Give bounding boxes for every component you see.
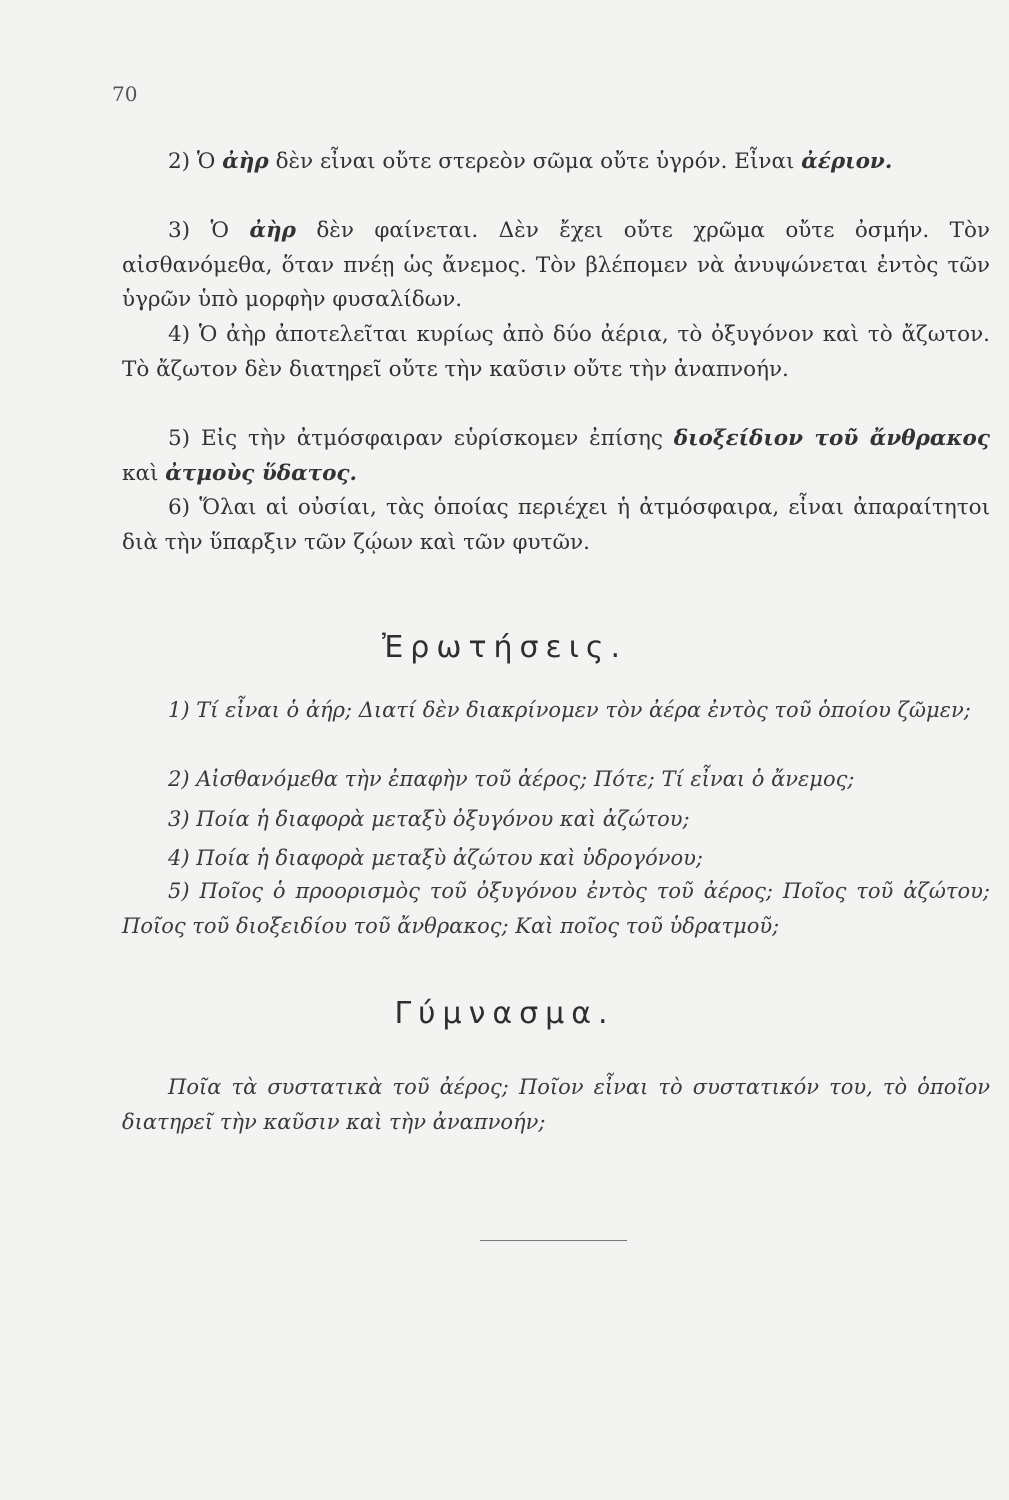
paragraph-4: 4) Ὁ ἀὴρ ἀποτελεῖται κυρίως ἀπὸ δύο ἀέρια, τὸ ὀξυγόνον καὶ τὸ ἄζωτον. Τὸ ἄζωτον δὲν διατηρεῖ οὔτε τὴν καῦσιν οὔτε τὴν ἀναπνοήν. <box>122 322 990 382</box>
questions-heading: Ἐρωτήσεις. <box>381 630 628 665</box>
question-4: 4) Ποία ἡ διαφορὰ μεταξὺ ἀζώτου καὶ ὑδρογόνου; <box>168 846 703 870</box>
paragraph-number: 6) <box>168 495 191 520</box>
exercise-text: Ποῖα τὰ συστατικὰ τοῦ ἀέρος; Ποῖον εἶναι τὸ συστατικόν του, τὸ ὁποῖον διατηρεῖ τὴν καῦσιν καὶ τὴν ἀναπνοήν; <box>122 1075 990 1134</box>
paragraph-number: 3) <box>168 218 191 243</box>
paragraph-3: 3) Ὁ ἀὴρ δὲν φαίνεται. Δὲν ἔχει οὔτε χρῶμα οὔτε ὀσμήν. Τὸν αἰσθανόμεθα, ὅταν πνέῃ ὡς ἄνεμος. Τὸν βλέπομεν νὰ ἀνυψώνεται ἐντὸς τῶν ὑγρῶν ὑπὸ μορφὴν φυσαλίδων. <box>122 218 990 312</box>
paragraph-number: 5) <box>168 426 191 451</box>
exercise-heading: Γύμνασμα. <box>394 996 615 1031</box>
emphasis-term: ἀὴρ <box>222 149 269 174</box>
divider-rule <box>480 1240 627 1241</box>
question-5: 5) Ποῖος ὁ προορισμὸς τοῦ ὀξυγόνου ἐντὸς τοῦ ἀέρος; Ποῖος τοῦ ἀζώτου; Ποῖος τοῦ διοξειδίου τοῦ ἄνθρακος; Καὶ ποῖος τοῦ ὑδρατμοῦ; <box>122 879 990 938</box>
emphasis-term: ἀτμοὺς ὕδατος. <box>165 460 358 486</box>
page-number: 70 <box>112 82 138 106</box>
paragraph-2: 2) Ὁ ἀὴρ δὲν εἶναι οὔτε στερεὸν σῶμα οὔτε ὑγρόν. Εἶναι ἀέριον. <box>168 149 893 174</box>
paragraph-number: 4) <box>168 322 191 347</box>
question-2: 2) Αἰσθανόμεθα τὴν ἐπαφὴν τοῦ ἀέρος; Πότε; Τί εἶναι ὁ ἄνεμος; <box>168 767 855 791</box>
question-1: 1) Τί εἶναι ὁ ἀήρ; Διατί δὲν διακρίνομεν τὸν ἀέρα ἐντὸς τοῦ ὁποίου ζῶμεν; <box>168 698 971 722</box>
paragraph-6: 6) Ὅλαι αἱ οὐσίαι, τὰς ὁποίας περιέχει ἡ ἀτμόσφαιρα, εἶναι ἀπαραίτητοι διὰ τὴν ὕπαρξιν τῶν ζῴων καὶ τῶν φυτῶν. <box>122 495 990 555</box>
emphasis-term: ἀὴρ <box>249 218 296 243</box>
emphasis-term: ἀέριον. <box>801 149 893 174</box>
paragraph-number: 2) <box>168 149 191 174</box>
question-3: 3) Ποία ἡ διαφορὰ μεταξὺ ὀξυγόνου καὶ ἀζώτου; <box>168 807 690 831</box>
emphasis-term: διοξείδιον τοῦ ἄνθρακος <box>673 426 990 451</box>
paragraph-5: 5) Εἰς τὴν ἀτμόσφαιραν εὑρίσκομεν ἐπίσης διοξείδιον τοῦ ἄνθρακος καὶ ἀτμοὺς ὕδατος. <box>122 426 990 486</box>
